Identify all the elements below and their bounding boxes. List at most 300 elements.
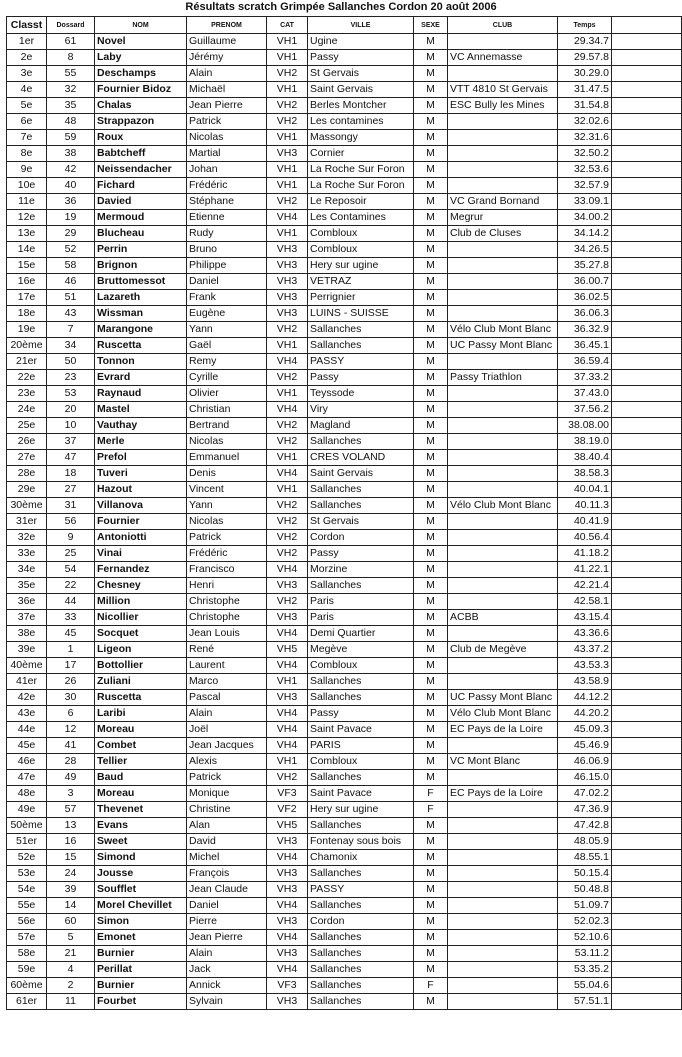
table-row bbox=[7, 434, 682, 450]
first-name-cell: Alan bbox=[187, 818, 267, 834]
first-name-cell: Jean Claude bbox=[187, 882, 267, 898]
sex-cell: M bbox=[414, 530, 448, 546]
club-cell bbox=[448, 866, 558, 882]
club-cell: EC Pays de la Loire bbox=[448, 786, 558, 802]
sex-cell: M bbox=[414, 466, 448, 482]
city-cell: Sallanches bbox=[308, 770, 414, 786]
category-cell: VH1 bbox=[267, 162, 308, 178]
club-cell: Club de Megève bbox=[448, 642, 558, 658]
table-row bbox=[7, 418, 682, 434]
last-name-cell: Novel bbox=[95, 34, 187, 50]
last-name-cell: Combet bbox=[95, 738, 187, 754]
first-name-cell: Cyrille bbox=[187, 370, 267, 386]
sex-cell: M bbox=[414, 210, 448, 226]
table-row bbox=[7, 882, 682, 898]
last-name-cell: Fernandez bbox=[95, 562, 187, 578]
header-cat: CAT bbox=[267, 17, 308, 34]
rank-cell: 40ème bbox=[7, 658, 47, 674]
category-cell: VH4 bbox=[267, 962, 308, 978]
first-name-cell: Laurent bbox=[187, 658, 267, 674]
bib-cell: 34 bbox=[47, 338, 95, 354]
club-cell bbox=[448, 770, 558, 786]
rank-cell: 43e bbox=[7, 706, 47, 722]
time-cell: 30.29.0 bbox=[558, 66, 612, 82]
first-name-cell: Christine bbox=[187, 802, 267, 818]
city-cell: Hery sur ugine bbox=[308, 258, 414, 274]
sex-cell: M bbox=[414, 770, 448, 786]
category-cell: VH2 bbox=[267, 418, 308, 434]
city-cell: Passy bbox=[308, 706, 414, 722]
rank-cell: 27e bbox=[7, 450, 47, 466]
bib-cell: 33 bbox=[47, 610, 95, 626]
blank-cell bbox=[612, 482, 682, 498]
last-name-cell: Antoniotti bbox=[95, 530, 187, 546]
last-name-cell: Deschamps bbox=[95, 66, 187, 82]
blank-cell bbox=[612, 434, 682, 450]
table-row bbox=[7, 754, 682, 770]
header-blank bbox=[612, 17, 682, 34]
category-cell: VF3 bbox=[267, 978, 308, 994]
time-cell: 43.37.2 bbox=[558, 642, 612, 658]
time-cell: 32.50.2 bbox=[558, 146, 612, 162]
last-name-cell: Laribi bbox=[95, 706, 187, 722]
blank-cell bbox=[612, 946, 682, 962]
category-cell: VH2 bbox=[267, 514, 308, 530]
first-name-cell: Jean Pierre bbox=[187, 930, 267, 946]
club-cell: VTT 4810 St Gervais bbox=[448, 82, 558, 98]
club-cell bbox=[448, 146, 558, 162]
bib-cell: 46 bbox=[47, 274, 95, 290]
rank-cell: 7e bbox=[7, 130, 47, 146]
city-cell: Les contamines bbox=[308, 114, 414, 130]
club-cell bbox=[448, 354, 558, 370]
bib-cell: 20 bbox=[47, 402, 95, 418]
rank-cell: 12e bbox=[7, 210, 47, 226]
city-cell: VETRAZ bbox=[308, 274, 414, 290]
category-cell: VH2 bbox=[267, 530, 308, 546]
time-cell: 34.26.5 bbox=[558, 242, 612, 258]
sex-cell: M bbox=[414, 114, 448, 130]
category-cell: VH4 bbox=[267, 626, 308, 642]
category-cell: VH3 bbox=[267, 690, 308, 706]
bib-cell: 37 bbox=[47, 434, 95, 450]
rank-cell: 45e bbox=[7, 738, 47, 754]
bib-cell: 12 bbox=[47, 722, 95, 738]
blank-cell bbox=[612, 418, 682, 434]
city-cell: Saint Gervais bbox=[308, 82, 414, 98]
rank-cell: 48e bbox=[7, 786, 47, 802]
first-name-cell: Bruno bbox=[187, 242, 267, 258]
category-cell: VH5 bbox=[267, 642, 308, 658]
first-name-cell: Christian bbox=[187, 402, 267, 418]
rank-cell: 53e bbox=[7, 866, 47, 882]
category-cell: VH1 bbox=[267, 50, 308, 66]
rank-cell: 29e bbox=[7, 482, 47, 498]
club-cell: UC Passy Mont Blanc bbox=[448, 338, 558, 354]
club-cell bbox=[448, 530, 558, 546]
category-cell: VH4 bbox=[267, 738, 308, 754]
table-row bbox=[7, 642, 682, 658]
city-cell: Sallanches bbox=[308, 866, 414, 882]
category-cell: VH2 bbox=[267, 98, 308, 114]
rank-cell: 22e bbox=[7, 370, 47, 386]
category-cell: VH1 bbox=[267, 754, 308, 770]
first-name-cell: Jack bbox=[187, 962, 267, 978]
last-name-cell: Evrard bbox=[95, 370, 187, 386]
last-name-cell: Burnier bbox=[95, 978, 187, 994]
time-cell: 47.02.2 bbox=[558, 786, 612, 802]
rank-cell: 59e bbox=[7, 962, 47, 978]
time-cell: 47.42.8 bbox=[558, 818, 612, 834]
city-cell: PASSY bbox=[308, 354, 414, 370]
table-row bbox=[7, 610, 682, 626]
club-cell: Megrur bbox=[448, 210, 558, 226]
sex-cell: M bbox=[414, 482, 448, 498]
sex-cell: M bbox=[414, 98, 448, 114]
category-cell: VH2 bbox=[267, 66, 308, 82]
time-cell: 38.08.00 bbox=[558, 418, 612, 434]
blank-cell bbox=[612, 626, 682, 642]
table-row bbox=[7, 546, 682, 562]
blank-cell bbox=[612, 978, 682, 994]
club-cell bbox=[448, 162, 558, 178]
first-name-cell: Eugène bbox=[187, 306, 267, 322]
club-cell bbox=[448, 738, 558, 754]
blank-cell bbox=[612, 290, 682, 306]
time-cell: 52.02.3 bbox=[558, 914, 612, 930]
rank-cell: 5e bbox=[7, 98, 47, 114]
first-name-cell: Christophe bbox=[187, 610, 267, 626]
table-row bbox=[7, 130, 682, 146]
blank-cell bbox=[612, 530, 682, 546]
city-cell: Sallanches bbox=[308, 898, 414, 914]
table-row bbox=[7, 242, 682, 258]
last-name-cell: Merle bbox=[95, 434, 187, 450]
bib-cell: 35 bbox=[47, 98, 95, 114]
first-name-cell: Annick bbox=[187, 978, 267, 994]
time-cell: 33.09.1 bbox=[558, 194, 612, 210]
city-cell: Sallanches bbox=[308, 338, 414, 354]
time-cell: 35.27.8 bbox=[558, 258, 612, 274]
rank-cell: 9e bbox=[7, 162, 47, 178]
club-cell bbox=[448, 578, 558, 594]
rank-cell: 19e bbox=[7, 322, 47, 338]
club-cell bbox=[448, 850, 558, 866]
sex-cell: F bbox=[414, 978, 448, 994]
first-name-cell: Daniel bbox=[187, 274, 267, 290]
category-cell: VH2 bbox=[267, 434, 308, 450]
blank-cell bbox=[612, 562, 682, 578]
first-name-cell: Henri bbox=[187, 578, 267, 594]
rank-cell: 42e bbox=[7, 690, 47, 706]
club-cell bbox=[448, 946, 558, 962]
results-table bbox=[6, 16, 682, 1010]
first-name-cell: Frank bbox=[187, 290, 267, 306]
first-name-cell: Johan bbox=[187, 162, 267, 178]
city-cell: PASSY bbox=[308, 882, 414, 898]
category-cell: VH3 bbox=[267, 866, 308, 882]
last-name-cell: Neissendacher bbox=[95, 162, 187, 178]
first-name-cell: Alain bbox=[187, 66, 267, 82]
table-row bbox=[7, 978, 682, 994]
first-name-cell: Stéphane bbox=[187, 194, 267, 210]
category-cell: VH3 bbox=[267, 290, 308, 306]
category-cell: VH3 bbox=[267, 274, 308, 290]
city-cell: PARIS bbox=[308, 738, 414, 754]
time-cell: 32.31.6 bbox=[558, 130, 612, 146]
sex-cell: M bbox=[414, 194, 448, 210]
rank-cell: 33e bbox=[7, 546, 47, 562]
blank-cell bbox=[612, 466, 682, 482]
last-name-cell: Million bbox=[95, 594, 187, 610]
sex-cell: M bbox=[414, 578, 448, 594]
last-name-cell: Morel Chevillet bbox=[95, 898, 187, 914]
sex-cell: M bbox=[414, 514, 448, 530]
category-cell: VH3 bbox=[267, 242, 308, 258]
sex-cell: M bbox=[414, 66, 448, 82]
bib-cell: 9 bbox=[47, 530, 95, 546]
last-name-cell: Roux bbox=[95, 130, 187, 146]
category-cell: VH3 bbox=[267, 994, 308, 1010]
bib-cell: 57 bbox=[47, 802, 95, 818]
club-cell bbox=[448, 978, 558, 994]
first-name-cell: David bbox=[187, 834, 267, 850]
blank-cell bbox=[612, 34, 682, 50]
table-row bbox=[7, 786, 682, 802]
time-cell: 29.57.8 bbox=[558, 50, 612, 66]
sex-cell: M bbox=[414, 50, 448, 66]
rank-cell: 3e bbox=[7, 66, 47, 82]
club-cell bbox=[448, 306, 558, 322]
rank-cell: 51er bbox=[7, 834, 47, 850]
club-cell bbox=[448, 914, 558, 930]
table-row bbox=[7, 146, 682, 162]
time-cell: 53.11.2 bbox=[558, 946, 612, 962]
sex-cell: M bbox=[414, 450, 448, 466]
club-cell bbox=[448, 434, 558, 450]
city-cell: Sallanches bbox=[308, 690, 414, 706]
time-cell: 32.02.6 bbox=[558, 114, 612, 130]
time-cell: 40.11.3 bbox=[558, 498, 612, 514]
last-name-cell: Villanova bbox=[95, 498, 187, 514]
sex-cell: M bbox=[414, 706, 448, 722]
sex-cell: M bbox=[414, 866, 448, 882]
bib-cell: 14 bbox=[47, 898, 95, 914]
city-cell: Massongy bbox=[308, 130, 414, 146]
header-nom: NOM bbox=[95, 17, 187, 34]
club-cell: ACBB bbox=[448, 610, 558, 626]
last-name-cell: Socquet bbox=[95, 626, 187, 642]
blank-cell bbox=[612, 658, 682, 674]
rank-cell: 39e bbox=[7, 642, 47, 658]
city-cell: Combloux bbox=[308, 754, 414, 770]
club-cell bbox=[448, 898, 558, 914]
city-cell: Sallanches bbox=[308, 498, 414, 514]
sex-cell: M bbox=[414, 546, 448, 562]
sex-cell: M bbox=[414, 242, 448, 258]
sex-cell: F bbox=[414, 786, 448, 802]
blank-cell bbox=[612, 66, 682, 82]
rank-cell: 18e bbox=[7, 306, 47, 322]
time-cell: 47.36.9 bbox=[558, 802, 612, 818]
sex-cell: M bbox=[414, 882, 448, 898]
bib-cell: 16 bbox=[47, 834, 95, 850]
club-cell bbox=[448, 658, 558, 674]
bib-cell: 28 bbox=[47, 754, 95, 770]
bib-cell: 58 bbox=[47, 258, 95, 274]
blank-cell bbox=[612, 786, 682, 802]
time-cell: 36.00.7 bbox=[558, 274, 612, 290]
table-row bbox=[7, 274, 682, 290]
sex-cell: M bbox=[414, 722, 448, 738]
sex-cell: M bbox=[414, 386, 448, 402]
first-name-cell: Monique bbox=[187, 786, 267, 802]
bib-cell: 59 bbox=[47, 130, 95, 146]
bib-cell: 42 bbox=[47, 162, 95, 178]
category-cell: VH1 bbox=[267, 674, 308, 690]
bib-cell: 54 bbox=[47, 562, 95, 578]
table-row bbox=[7, 706, 682, 722]
time-cell: 36.06.3 bbox=[558, 306, 612, 322]
sex-cell: M bbox=[414, 738, 448, 754]
bib-cell: 30 bbox=[47, 690, 95, 706]
bib-cell: 23 bbox=[47, 370, 95, 386]
rank-cell: 30ème bbox=[7, 498, 47, 514]
sex-cell: M bbox=[414, 290, 448, 306]
blank-cell bbox=[612, 642, 682, 658]
first-name-cell: René bbox=[187, 642, 267, 658]
club-cell bbox=[448, 114, 558, 130]
category-cell: VH1 bbox=[267, 482, 308, 498]
city-cell: Paris bbox=[308, 594, 414, 610]
last-name-cell: Nicollier bbox=[95, 610, 187, 626]
city-cell: LUINS - SUISSE bbox=[308, 306, 414, 322]
club-cell: Passy Triathlon bbox=[448, 370, 558, 386]
bib-cell: 29 bbox=[47, 226, 95, 242]
table-row bbox=[7, 914, 682, 930]
bib-cell: 11 bbox=[47, 994, 95, 1010]
time-cell: 41.22.1 bbox=[558, 562, 612, 578]
bib-cell: 3 bbox=[47, 786, 95, 802]
time-cell: 53.35.2 bbox=[558, 962, 612, 978]
blank-cell bbox=[612, 882, 682, 898]
time-cell: 38.19.0 bbox=[558, 434, 612, 450]
table-row bbox=[7, 258, 682, 274]
bib-cell: 25 bbox=[47, 546, 95, 562]
category-cell: VF3 bbox=[267, 786, 308, 802]
table-row bbox=[7, 178, 682, 194]
table-row bbox=[7, 994, 682, 1010]
city-cell: Viry bbox=[308, 402, 414, 418]
category-cell: VH4 bbox=[267, 466, 308, 482]
last-name-cell: Bottollier bbox=[95, 658, 187, 674]
time-cell: 42.58.1 bbox=[558, 594, 612, 610]
table-row bbox=[7, 450, 682, 466]
bib-cell: 19 bbox=[47, 210, 95, 226]
header-dossard: Dossard bbox=[47, 17, 95, 34]
sex-cell: M bbox=[414, 306, 448, 322]
table-row bbox=[7, 850, 682, 866]
table-row bbox=[7, 962, 682, 978]
sex-cell: M bbox=[414, 898, 448, 914]
blank-cell bbox=[612, 146, 682, 162]
category-cell: VH2 bbox=[267, 194, 308, 210]
sex-cell: M bbox=[414, 562, 448, 578]
bib-cell: 15 bbox=[47, 850, 95, 866]
table-row bbox=[7, 226, 682, 242]
time-cell: 51.09.7 bbox=[558, 898, 612, 914]
category-cell: VH1 bbox=[267, 82, 308, 98]
table-row bbox=[7, 498, 682, 514]
time-cell: 32.53.6 bbox=[558, 162, 612, 178]
last-name-cell: Hazout bbox=[95, 482, 187, 498]
last-name-cell: Babtcheff bbox=[95, 146, 187, 162]
last-name-cell: Sweet bbox=[95, 834, 187, 850]
category-cell: VH2 bbox=[267, 114, 308, 130]
sex-cell: M bbox=[414, 274, 448, 290]
table-row bbox=[7, 530, 682, 546]
blank-cell bbox=[612, 114, 682, 130]
rank-cell: 17e bbox=[7, 290, 47, 306]
blank-cell bbox=[612, 994, 682, 1010]
time-cell: 34.00.2 bbox=[558, 210, 612, 226]
bib-cell: 2 bbox=[47, 978, 95, 994]
city-cell: Cornier bbox=[308, 146, 414, 162]
time-cell: 38.58.3 bbox=[558, 466, 612, 482]
bib-cell: 24 bbox=[47, 866, 95, 882]
last-name-cell: Burnier bbox=[95, 946, 187, 962]
table-row bbox=[7, 562, 682, 578]
header-sexe: SEXE bbox=[414, 17, 448, 34]
first-name-cell: Frédéric bbox=[187, 546, 267, 562]
sex-cell: M bbox=[414, 434, 448, 450]
blank-cell bbox=[612, 898, 682, 914]
blank-cell bbox=[612, 594, 682, 610]
table-row bbox=[7, 866, 682, 882]
blank-cell bbox=[612, 242, 682, 258]
category-cell: VH4 bbox=[267, 402, 308, 418]
category-cell: VH2 bbox=[267, 594, 308, 610]
sex-cell: M bbox=[414, 930, 448, 946]
last-name-cell: Davied bbox=[95, 194, 187, 210]
last-name-cell: Wissman bbox=[95, 306, 187, 322]
bib-cell: 26 bbox=[47, 674, 95, 690]
blank-cell bbox=[612, 818, 682, 834]
table-row bbox=[7, 402, 682, 418]
blank-cell bbox=[612, 770, 682, 786]
first-name-cell: Bertrand bbox=[187, 418, 267, 434]
blank-cell bbox=[612, 130, 682, 146]
club-cell bbox=[448, 594, 558, 610]
rank-cell: 1er bbox=[7, 34, 47, 50]
category-cell: VH3 bbox=[267, 946, 308, 962]
rank-cell: 50ème bbox=[7, 818, 47, 834]
city-cell: Perrignier bbox=[308, 290, 414, 306]
last-name-cell: Zuliani bbox=[95, 674, 187, 690]
time-cell: 43.58.9 bbox=[558, 674, 612, 690]
sex-cell: M bbox=[414, 162, 448, 178]
table-row bbox=[7, 210, 682, 226]
table-row bbox=[7, 802, 682, 818]
blank-cell bbox=[612, 82, 682, 98]
category-cell: VH1 bbox=[267, 386, 308, 402]
last-name-cell: Ruscetta bbox=[95, 338, 187, 354]
blank-cell bbox=[612, 306, 682, 322]
time-cell: 44.12.2 bbox=[558, 690, 612, 706]
bib-cell: 52 bbox=[47, 242, 95, 258]
rank-cell: 15e bbox=[7, 258, 47, 274]
club-cell bbox=[448, 834, 558, 850]
